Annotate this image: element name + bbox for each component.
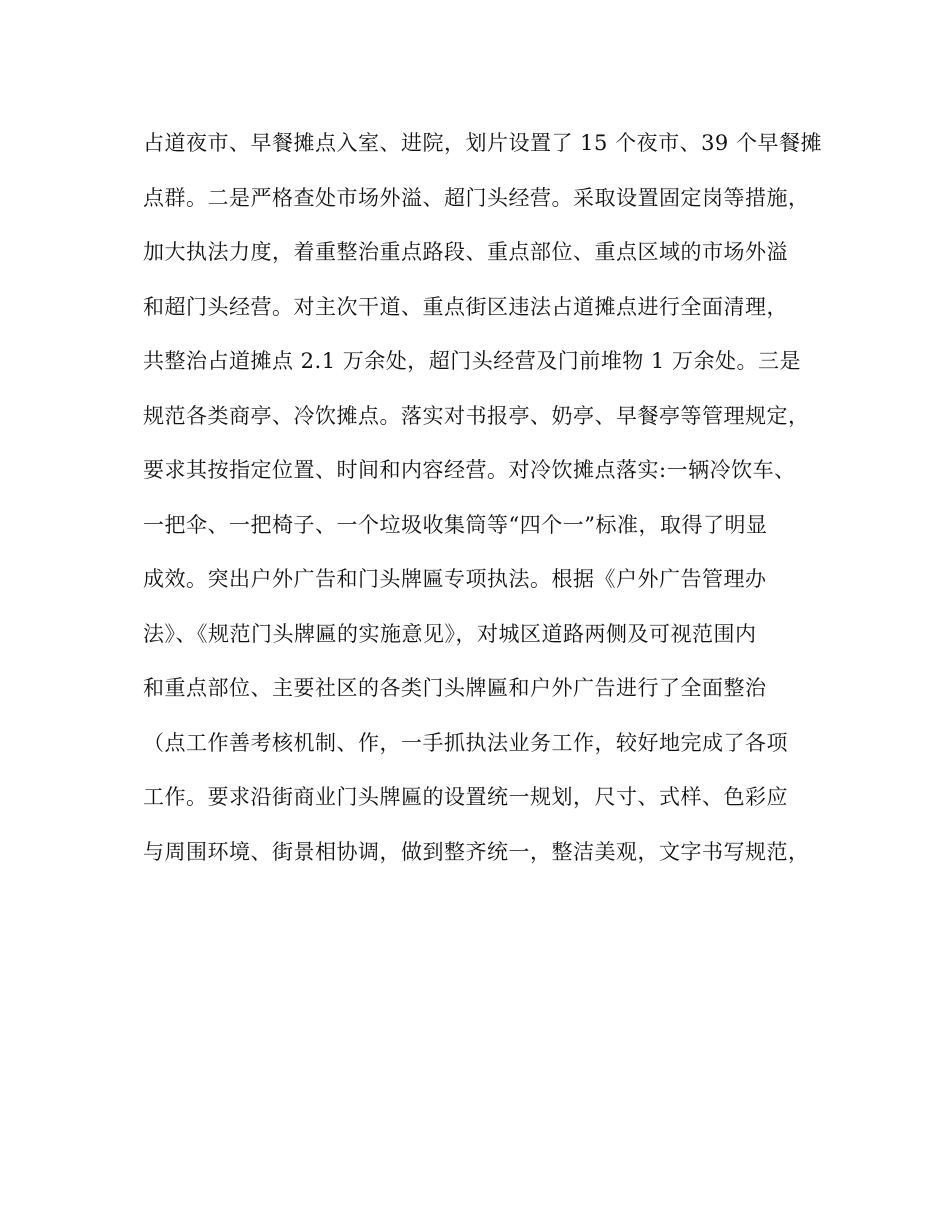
text-line: 点群。二是严格查处市场外溢、超门头经营。采取设置固定岗等措施， [143,185,810,210]
text-line: 和超门头经营。对主次干道、重点街区违法占道摊点进行全面清理， [143,294,788,319]
text-line: 法》、《规范门头牌匾的实施意见》，对城区道路两侧及可视范围内 [143,621,757,646]
text-line: 与周围环境、街景相协调，做到整齐统一，整洁美观，文字书写规范， [143,839,810,864]
text-line: 要求其按指定位置、时间和内容经营。对冷饮摊点落实:一辆冷饮车、 [143,458,796,482]
text-line: 规范各类商亭、冷饮摊点。落实对书报亭、奶亭、早餐亭等管理规定， [143,403,810,428]
text-line: 加大执法力度，着重整治重点路段、重点部位、重点区域的市场外溢 [143,240,788,264]
text-line: 一把伞、一把椅子、一个垃圾收集筒等“四个一”标准，取得了明显 [143,512,768,537]
text-line: 占道夜市、早餐摊点入室、进院，划片设置了 15 个夜市、39 个早餐摊 [143,131,822,155]
text-line: 成效。突出户外广告和门头牌匾专项执法。根据《户外广告管理办 [143,567,767,591]
text-line: 共整治占道摊点 2.1 万余处，超门头经营及门前堆物 1 万余处。三是 [143,349,801,373]
text-line: （点工作善考核机制、作，一手抓执法业务工作，较好地完成了各项 [143,730,788,755]
text-line: 工作。要求沿街商业门头牌匾的设置统一规划，尺寸、式样、色彩应 [143,785,788,809]
text-line: 和重点部位、主要社区的各类门头牌匾和户外广告进行了全面整治 [143,676,767,700]
body-text [143,123,822,886]
